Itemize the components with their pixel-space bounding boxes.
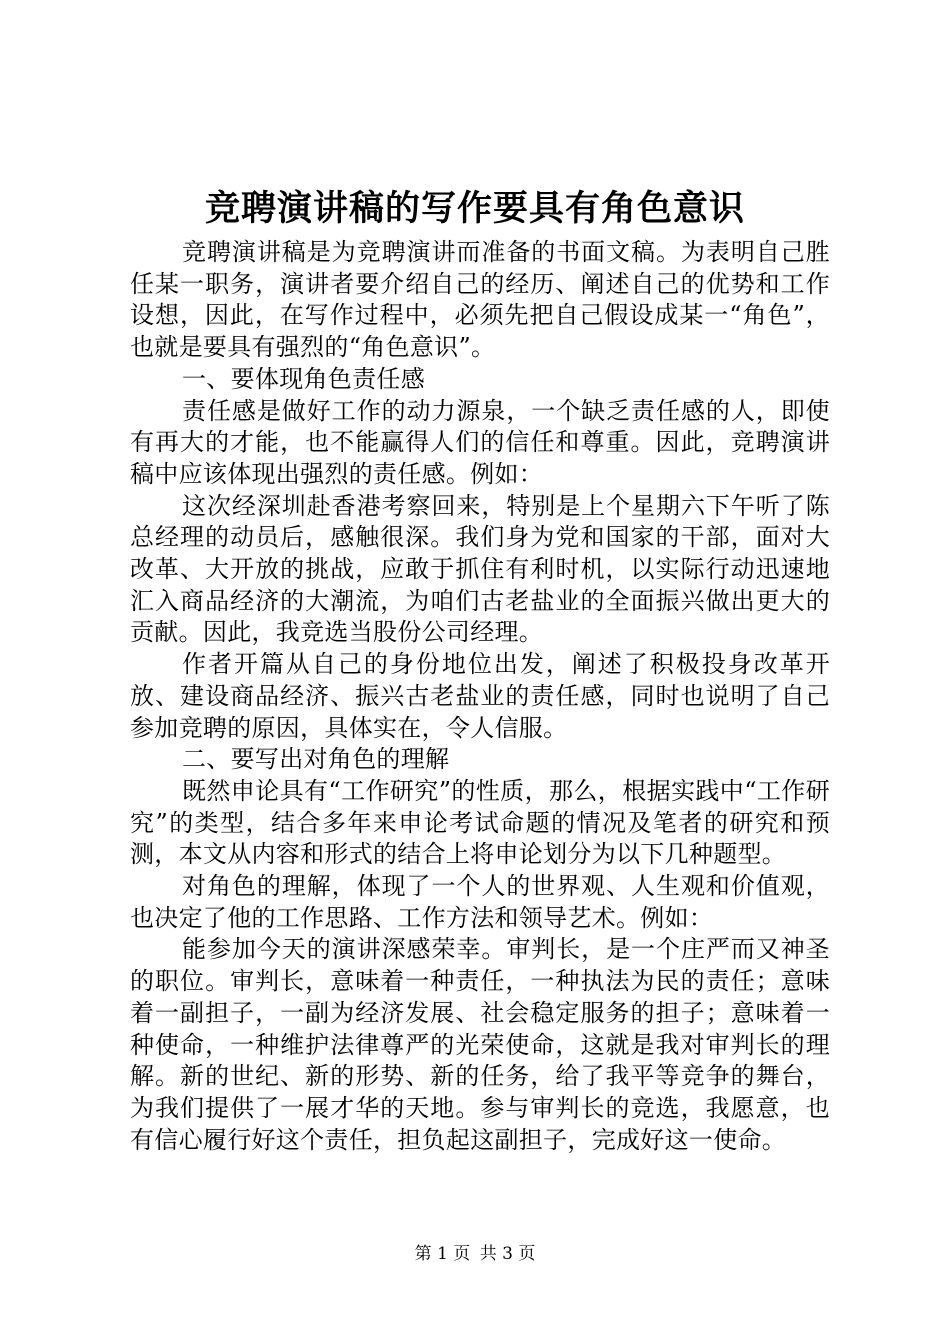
page-total: 共 3 页: [479, 1244, 536, 1264]
paragraph-intro: 竞聘演讲稿是为竞聘演讲而准备的书面文稿。为表明自己胜任某一职务，演讲者要介绍自己的经历、阐述自己的优势和工作设想，因此，在写作过程中，必须先把自己假设成某一“角色”，也就是要具有强烈的“角色意识”。: [130, 238, 830, 362]
page-number: 第 1 页: [414, 1244, 471, 1264]
paragraph-understanding: 对角色的理解，体现了一个人的世界观、人生观和价值观，也决定了他的工作思路、工作方法和领导艺术。例如：: [130, 872, 830, 932]
page-footer: [0, 1242, 950, 1266]
paragraph-shenlun: 既然申论具有“工作研究”的性质，那么，根据实践中“工作研究”的类型，结合多年来申论考试命题的情况及笔者的研究和预测，本文从内容和形式的结合上将申论划分为以下几种题型。: [130, 776, 830, 869]
paragraph-analysis-1: 作者开篇从自己的身份地位出发，阐述了积极投身改革开放、建设商品经济、振兴古老盐业的责任感，同时也说明了自己参加竞聘的原因，具体实在，令人信服。: [130, 650, 830, 742]
paragraph-example-2: 能参加今天的演讲深感荣幸。审判长，是一个庄严而又神圣的职位。审判长，意味着一种责任，一种执法为民的责任；意味着一副担子，一副为经济发展、社会稳定服务的担子；意味着一种使命，一种维护法律尊严的光荣使命，这就是我对审判长的理解。新的世纪、新的形势、新的任务，给了我平等竞争的舞台，为我们提供了一展才华的天地。参与审判长的竞选，我愿意，也有信心履行好这个责任，担负起这副担子，完成好这一使命。: [130, 935, 830, 1154]
section-heading-2: 二、要写出对角色的理解: [182, 745, 450, 774]
section-heading-1: 一、要体现角色责任感: [182, 364, 425, 393]
paragraph-example-1: 这次经深圳赴香港考察回来，特别是上个星期六下午听了陈总经理的动员后，感触很深。我们身为党和国家的干部，面对大改革、大开放的挑战，应敢于抓住有利时机，以实际行动迅速地汇入商品经济的大潮流，为咱们古老盐业的全面振兴做出更大的贡献。因此，我竞选当股份公司经理。: [130, 491, 830, 647]
paragraph-responsibility: 责任感是做好工作的动力源泉，一个缺乏责任感的人，即使有再大的才能，也不能赢得人们的信任和尊重。因此，竞聘演讲稿中应该体现出强烈的责任感。例如：: [130, 396, 830, 488]
document-title: 竞聘演讲稿的写作要具有角色意识: [204, 188, 745, 229]
document-body: [130, 237, 830, 1156]
